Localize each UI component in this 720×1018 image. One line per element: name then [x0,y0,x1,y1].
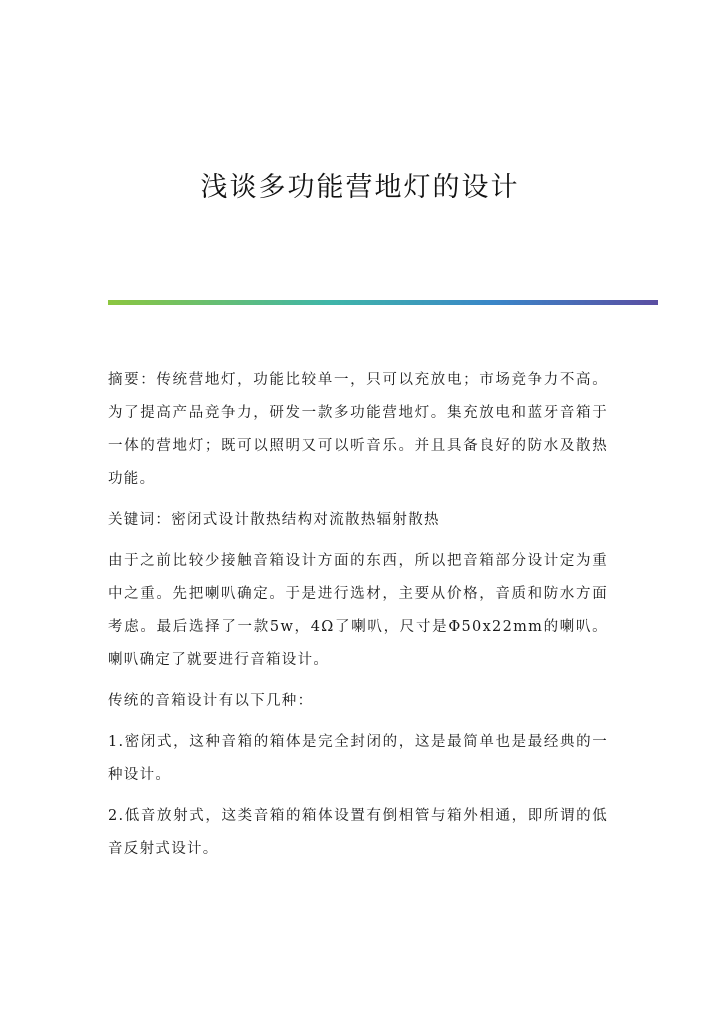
body-paragraph: 传统的音箱设计有以下几种： [108,693,314,709]
body-paragraph: 由于之前比较少接触音箱设计方面的东西，所以把音箱部分设计定为重中之重。先把喇叭确定。于是进行选材，主要从价格，音质和防水方面考虑。最后选择了一款5w，4Ω了喇叭，尺寸是Φ50x22mm的喇叭。喇叭确定了就要进行音箱设计。 [108,553,608,668]
abstract-paragraph: 摘要：传统营地灯，功能比较单一，只可以充放电；市场竞争力不高。为了提高产品竞争力，研发一款多功能营地灯。集充放电和蓝牙音箱于一体的营地灯；既可以照明又可以听音乐。并且具备良好的防水及散热功能。 [108,372,608,487]
title-divider-rule [108,300,658,305]
document-title: 浅谈多功能营地灯的设计 [200,172,520,203]
keywords-paragraph: 关键词：密闭式设计散热结构对流散热辐射散热 [108,512,440,528]
document-body [108,364,608,874]
list-item-paragraph: 1.密闭式，这种音箱的箱体是完全封闭的，这是最简单也是最经典的一种设计。 [108,734,608,783]
list-item-paragraph: 2.低音放射式，这类音箱的箱体设置有倒相管与箱外相通，即所谓的低音反射式设计。 [108,808,608,857]
